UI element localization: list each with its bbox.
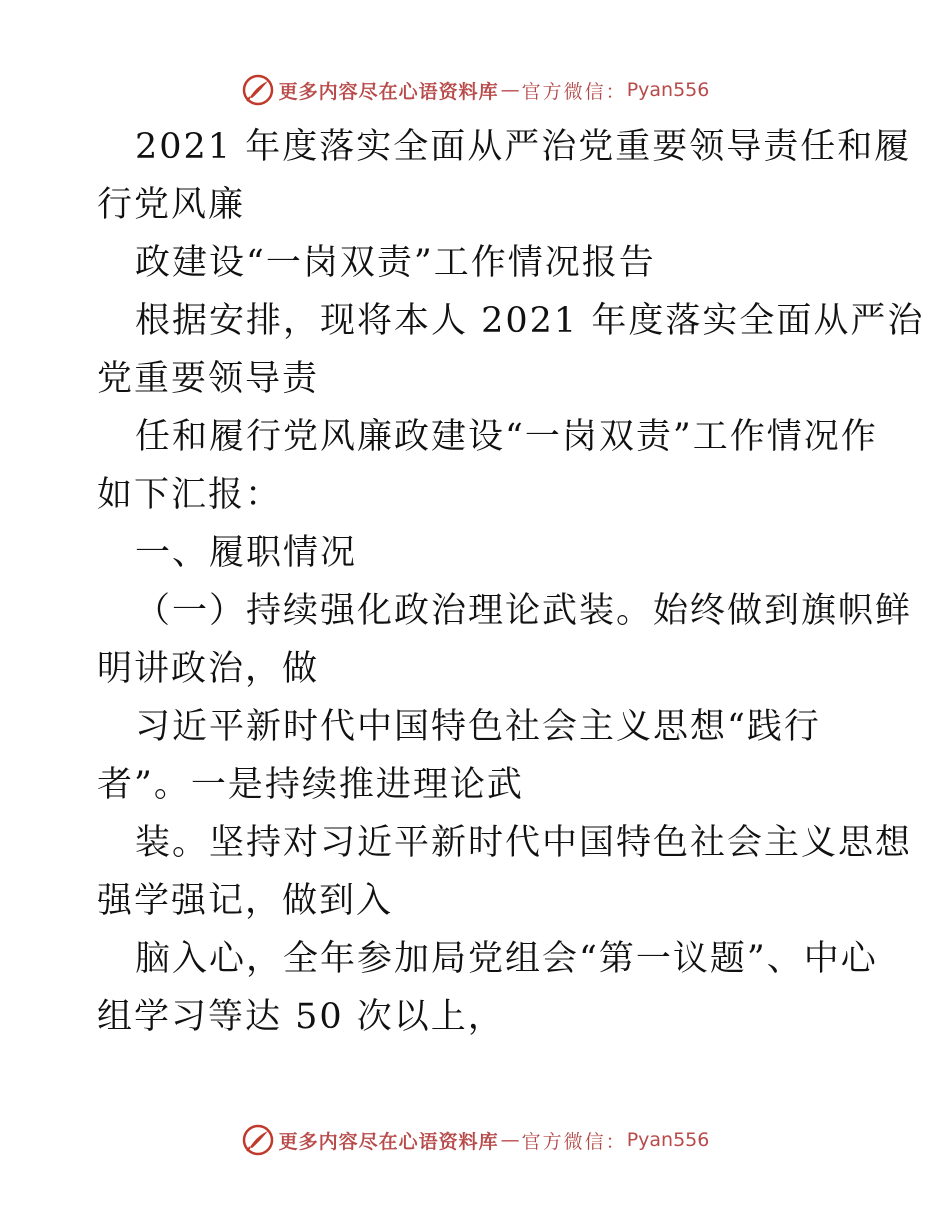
watermark-wechat-label: 官方微信： (521, 80, 627, 103)
watermark-wechat-label: 官方微信： (521, 1130, 627, 1153)
watermark-site: 更多内容尽在心语资料库 (278, 80, 499, 103)
section-heading: 一、履职情况 (135, 533, 358, 573)
text-line: 者”。一是持续推进理论武 (97, 765, 524, 805)
watermark-dash: — (500, 79, 520, 101)
quill-logo-icon (241, 73, 275, 107)
text-line: 组学习等达 50 次以上， (97, 997, 505, 1037)
document-body (97, 118, 925, 1046)
text-line: 任和履行党风廉政建设“一岗双责”工作情况作 (135, 417, 878, 457)
text-line: 强学强记，做到入 (97, 881, 394, 921)
text-line: 根据安排，现将本人 2021 年度落实全面从严治 (135, 301, 925, 341)
text-line: 行党风廉 (97, 185, 246, 225)
watermark-footer (0, 1122, 950, 1158)
watermark-dash: — (500, 1129, 520, 1151)
watermark-wechat-id: Pyan556 (626, 79, 710, 101)
text-line: 如下汇报： (97, 475, 283, 515)
text-line: 装。坚持对习近平新时代中国特色社会主义思想 (135, 823, 913, 863)
text-line: 明讲政治，做 (97, 649, 320, 689)
watermark-wechat-id: Pyan556 (626, 1129, 710, 1151)
watermark-header (0, 72, 950, 108)
text-line: 2021 年度落实全面从严治党重要领导责任和履 (135, 127, 912, 167)
text-line: 脑入心，全年参加局党组会“第一议题”、中心 (135, 939, 878, 979)
text-line: 党重要领导责 (97, 359, 320, 399)
watermark-site: 更多内容尽在心语资料库 (278, 1130, 499, 1153)
text-line: 政建设“一岗双责”工作情况报告 (135, 243, 656, 283)
text-line: 习近平新时代中国特色社会主义思想“践行 (135, 707, 821, 747)
quill-logo-icon (241, 1123, 275, 1157)
text-line: （一）持续强化政治理论武装。始终做到旗帜鲜 (135, 591, 913, 631)
